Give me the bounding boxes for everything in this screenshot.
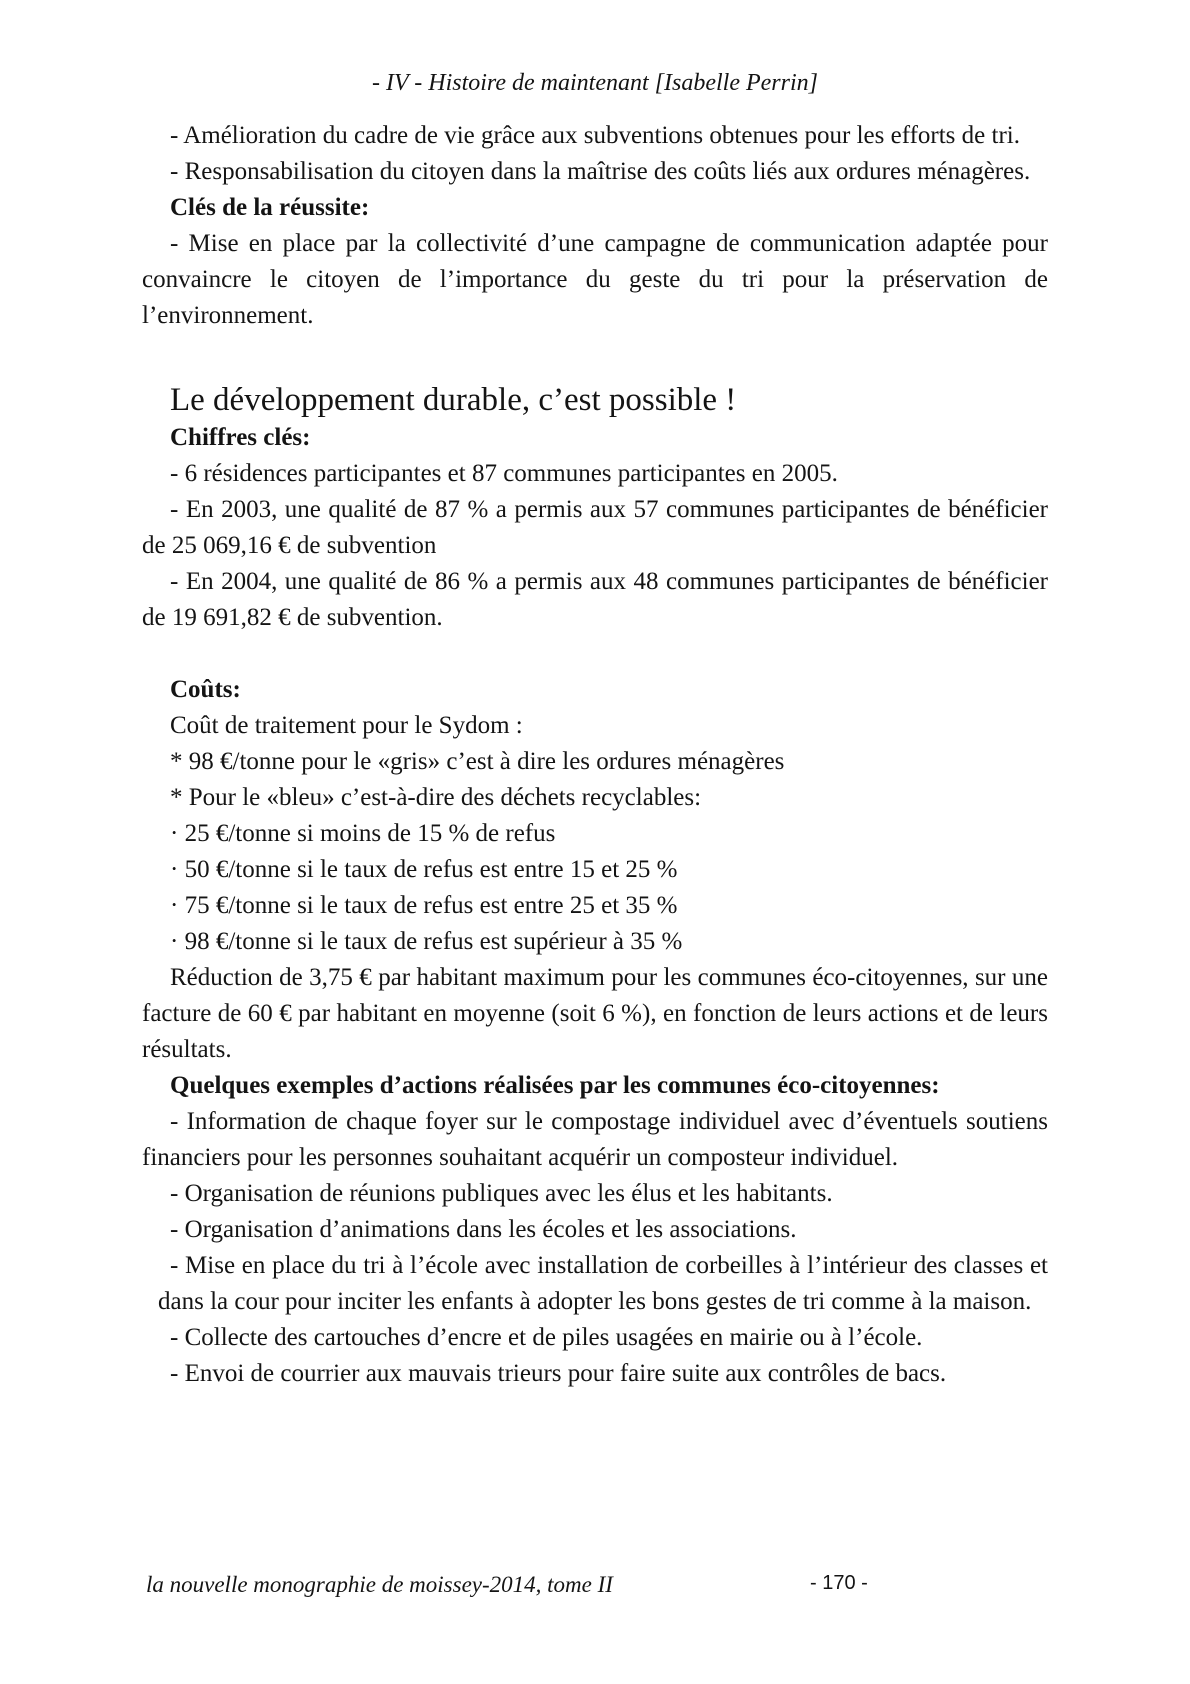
spacer — [142, 334, 1048, 380]
example-item: - Envoi de courrier aux mauvais trieurs pour faire suite aux contrôles de bacs. — [170, 1360, 947, 1387]
example-item: - Organisation d’animations dans les écoles et les associations. — [170, 1216, 797, 1243]
spacer — [142, 636, 1048, 672]
example-item: - Organisation de réunions publiques avec les élus et les habitants. — [170, 1180, 833, 1207]
cost-line: Coût de traitement pour le Sydom : — [170, 712, 523, 739]
section-title: Le développement durable, c’est possible ! — [170, 382, 737, 418]
examples-heading: Quelques exemples d’actions réalisées par les communes éco-citoyennes: — [170, 1072, 940, 1099]
example-item: - Collecte des cartouches d’encre et de piles usagées en mairie ou à l’école. — [170, 1324, 923, 1351]
cost-line: * 98 €/tonne pour le «gris» c’est à dire les ordures ménagères — [170, 748, 785, 775]
cost-line: · 75 €/tonne si le taux de refus est entre 25 et 35 % — [170, 892, 678, 919]
paragraph-communication: - Mise en place par la collectivité d’une campagne de communication adaptée pour convaincre le citoyen de l’importance du geste du tri pour la préservation de l’environnement. — [142, 230, 1048, 329]
costs-heading: Coûts: — [170, 676, 241, 703]
cost-line: · 50 €/tonne si le taux de refus est entre 15 et 25 % — [170, 856, 678, 883]
footer-title: la nouvelle monographie de moissey-2014, tome II — [146, 1572, 613, 1597]
paragraph-improvement: - Amélioration du cadre de vie grâce aux subventions obtenues pour les efforts de tri. — [170, 122, 1020, 149]
running-header: - IV - Histoire de maintenant [Isabelle Perrin] — [372, 70, 818, 96]
cost-line: * Pour le «bleu» c’est-à-dire des déchets recyclables: — [170, 784, 702, 811]
cost-line: · 25 €/tonne si moins de 15 % de refus — [170, 820, 556, 847]
figures-heading: Chiffres clés: — [170, 424, 311, 451]
keys-heading: Clés de la réussite: — [170, 194, 370, 221]
page-number: - 170 - — [810, 1572, 868, 1594]
page-body — [142, 118, 1048, 1392]
paragraph-reduction: Réduction de 3,75 € par habitant maximum pour les communes éco-citoyennes, sur une facture de 60 € par habitant en moyenne (soit 6 %), en fonction de leurs actions et de leurs résultats. — [142, 964, 1048, 1063]
cost-line: · 98 €/tonne si le taux de refus est supérieur à 35 % — [170, 928, 683, 955]
paragraph-responsibility: - Responsabilisation du citoyen dans la maîtrise des coûts liés aux ordures ménagères. — [170, 158, 1031, 185]
figure-2003: - En 2003, une qualité de 87 % a permis aux 57 communes participantes de bénéficier de 25 069,16 € de subvention — [142, 496, 1048, 559]
example-item: - Information de chaque foyer sur le compostage individuel avec d’éventuels soutiens financiers pour les personnes souhaitant acquérir un composteur individuel. — [142, 1108, 1048, 1171]
figure-2004: - En 2004, une qualité de 86 % a permis aux 48 communes participantes de bénéficier de 19 691,82 € de subvention. — [142, 568, 1048, 631]
example-item: - Mise en place du tri à l’école avec installation de corbeilles à l’intérieur des classes et dans la cour pour inciter les enfants à adopter les bons gestes de tri comme à la maison. — [158, 1252, 1048, 1315]
page-footer — [146, 1572, 906, 1598]
figure-2005: - 6 résidences participantes et 87 communes participantes en 2005. — [170, 460, 838, 487]
